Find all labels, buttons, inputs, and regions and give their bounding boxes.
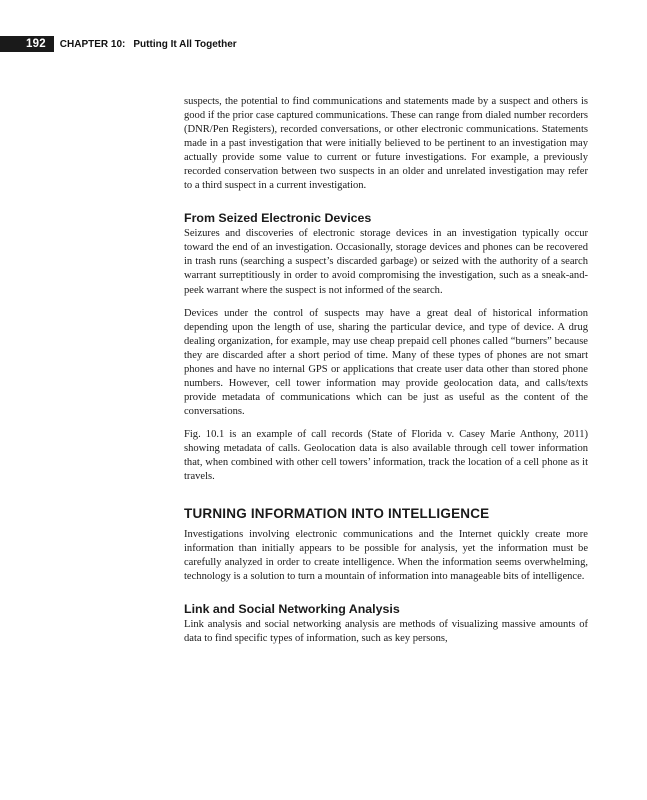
chapter-number: CHAPTER 10: bbox=[59, 38, 126, 50]
paragraph-link-analysis: Link analysis and social networking analysis are methods of visualizing massive amounts of data to find specific types of information, such as key persons, bbox=[184, 619, 588, 645]
subheading-link-analysis: Link and Social Networking Analysis bbox=[184, 602, 400, 617]
running-header bbox=[0, 36, 237, 52]
chapter-heading bbox=[60, 39, 237, 50]
paragraph-call-records: Fig. 10.1 is an example of call records (State of Florida v. Casey Marie Anthony, 2011) showing metadata of calls. Geolocation data is also available through cell tower information that, when combined with other cell towers’ information, track the location of a cell phone as it travels. bbox=[184, 428, 588, 483]
page-number: 192 bbox=[0, 36, 54, 52]
page-body bbox=[184, 95, 588, 655]
subheading-seized-devices: From Seized Electronic Devices bbox=[184, 211, 372, 226]
chapter-title: Putting It All Together bbox=[133, 38, 237, 50]
paragraph-investigations: Investigations involving electronic communications and the Internet quickly create more information than initially appears to be possible for analysis, yet the information must be carefully analyzed in order to create intelligence. When the information seems overwhelming, technology is a solution to turn a mountain of information into manageable bits of intelligence. bbox=[184, 529, 588, 583]
paragraph-prior-case: suspects, the potential to find communications and statements made by a suspect and others is good if the prior case captured communications. These can range from dialed number recorders (DNR/Pen Registers), recorded conversations, or other electronic communications. Statements made in a past investigation that were initially believed to be pertinent to an investigation may actually provide some value to current or future investigations. For example, a previously recorded conservation between two suspects in an older and unrelated investigation may refer to a third suspect in a current investigation. bbox=[184, 96, 588, 192]
paragraph-devices-control: Devices under the control of suspects may have a great deal of historical information depending upon the length of use, sharing the particular device, and type of device. A drug dealing organization, for example, may use cheap prepaid cell phones called “burners” because they are discarded after a short period of time. Many of these types of phones are not smart phones and have no internal GPS or applications that create user data other than stored phone numbers. However, cell tower information may provide geolocation data, and calls/texts provide metadata of communications which can be just as useful as the content of the conversations. bbox=[184, 307, 588, 417]
section-heading-intelligence: TURNING INFORMATION INTO INTELLIGENCE bbox=[184, 506, 490, 522]
paragraph-seizures: Seizures and discoveries of electronic storage devices in an investigation typically occur toward the end of an investigation. Occasionally, storage devices and phones can be recovered in trash runs (searching a suspect’s discarded garbage) or seized with the authority of a search warrant surreptitiously in order to avoid compromising the investigation, such as a sneak-and-peek warrant where the suspect is not informed of the search. bbox=[184, 228, 588, 296]
